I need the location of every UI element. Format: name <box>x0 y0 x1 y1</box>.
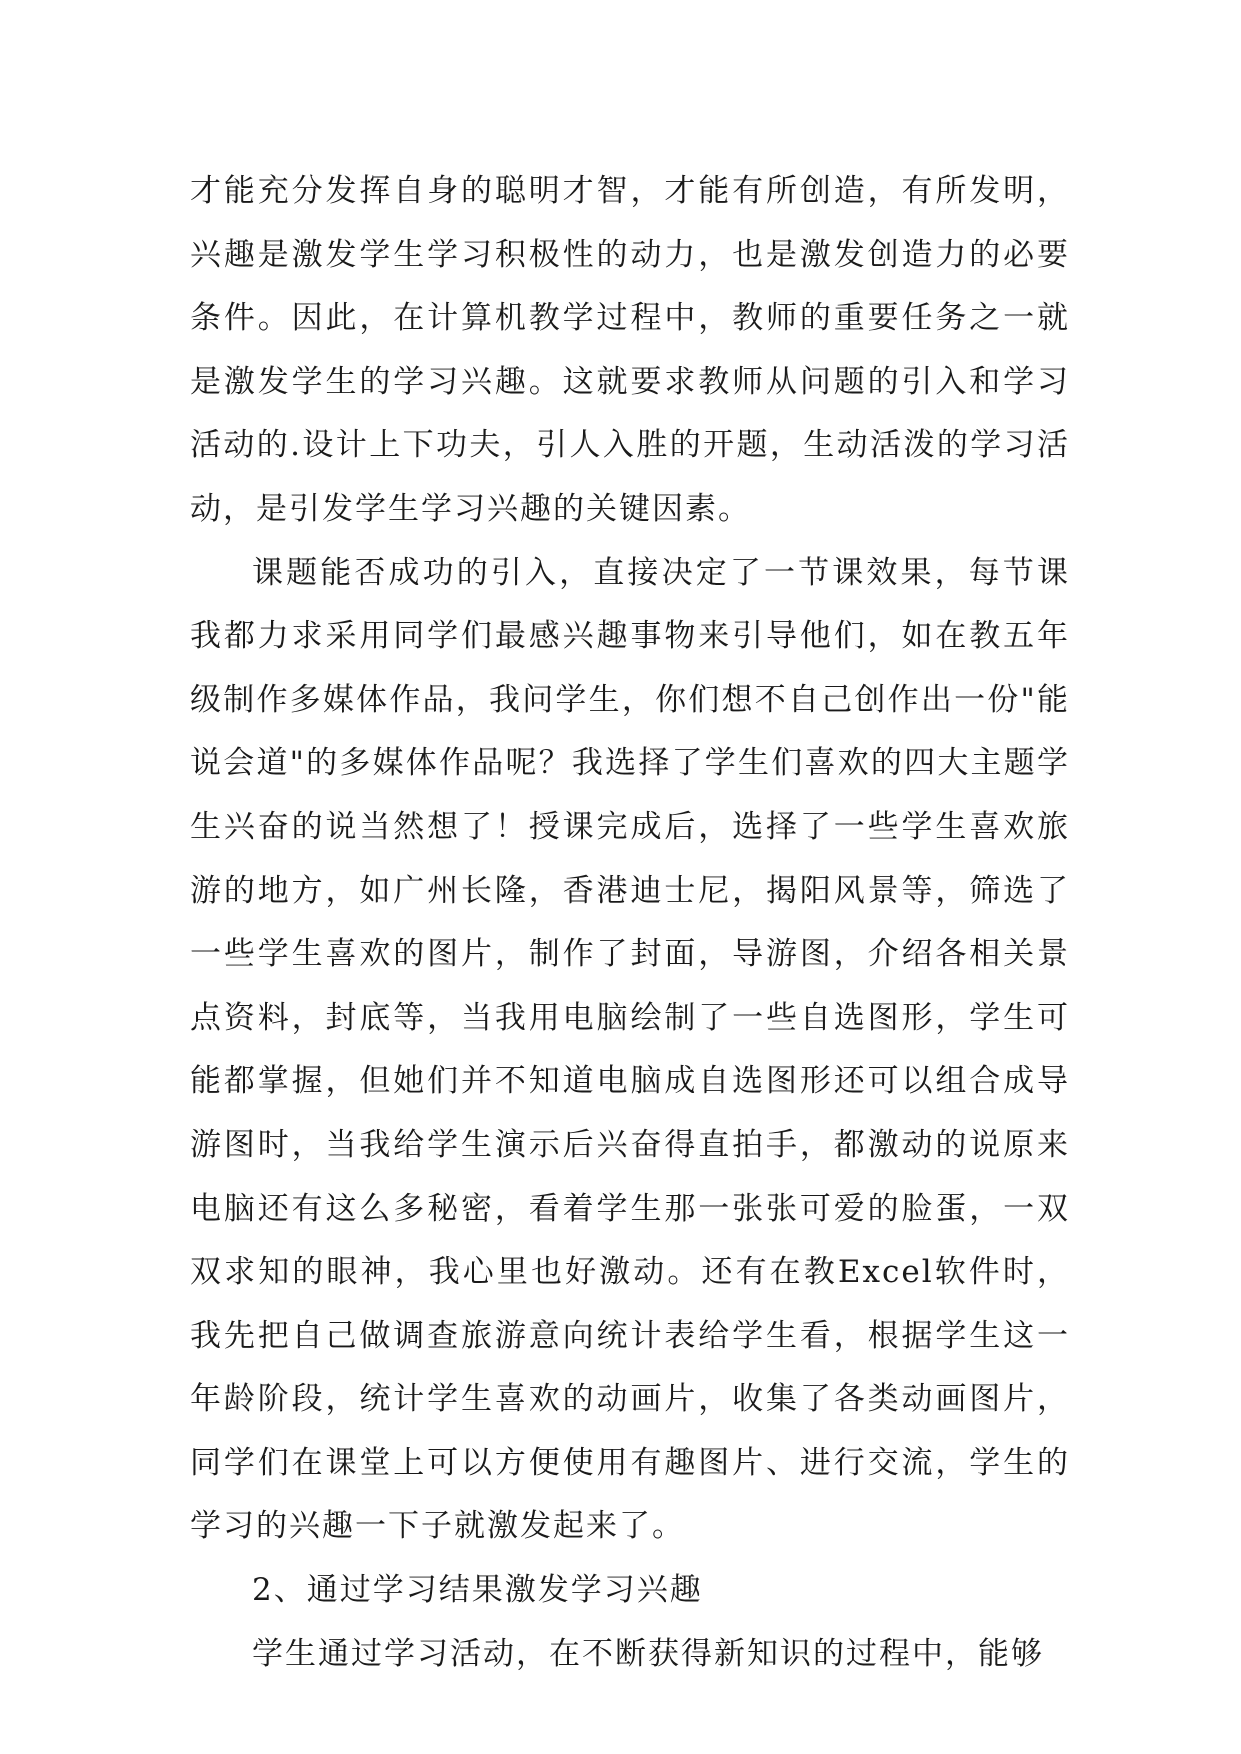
paragraph-continuation: 才能充分发挥自身的聪明才智，才能有所创造，有所发明，兴趣是激发学生学习积极性的动力，也是激发创造力的必要条件。因此，在计算机教学过程中，教师的重要任务之一就是激发学生的学习兴趣。这就要求教师从问题的引入和学习活动的.设计上下功夫，引人入胜的开题，生动活泼的学习活动，是引发学生学习兴趣的关键因素。 <box>190 173 1070 527</box>
paragraph-learning-results: 学生通过学习活动，在不断获得新知识的过程中，能够 <box>252 1635 1044 1672</box>
document-page <box>190 160 1070 1686</box>
section-heading: 2、通过学习结果激发学习兴趣 <box>252 1572 703 1609</box>
paragraph-course-introduction: 课题能否成功的引入，直接决定了一节课效果，每节课我都力求采用同学们最感兴趣事物来引导他们，如在教五年级制作多媒体作品，我问学生，你们想不自己创作出一份"能说会道"的多媒体作品呢？我选择了学生们喜欢的四大主题学生兴奋的说当然想了！授课完成后，选择了一些学生喜欢旅游的地方，如广州长隆，香港迪士尼，揭阳风景等，筛选了一些学生喜欢的图片，制作了封面，导游图，介绍各相关景点资料，封底等，当我用电脑绘制了一些自选图形，学生可能都掌握，但她们并不知道电脑成自选图形还可以组合成导游图时，当我给学生演示后兴奋得直拍手，都激动的说原来电脑还有这么多秘密，看着学生那一张张可爱的脸蛋，一双双求知的眼神，我心里也好激动。还有在教Excel软件时，我先把自己做调查旅游意向统计表给学生看，根据学生这一年龄阶段，统计学生喜欢的动画片，收集了各类动画图片，同学们在课堂上可以方便使用有趣图片、进行交流，学生的学习的兴趣一下子就激发起来了。 <box>190 554 1070 1545</box>
